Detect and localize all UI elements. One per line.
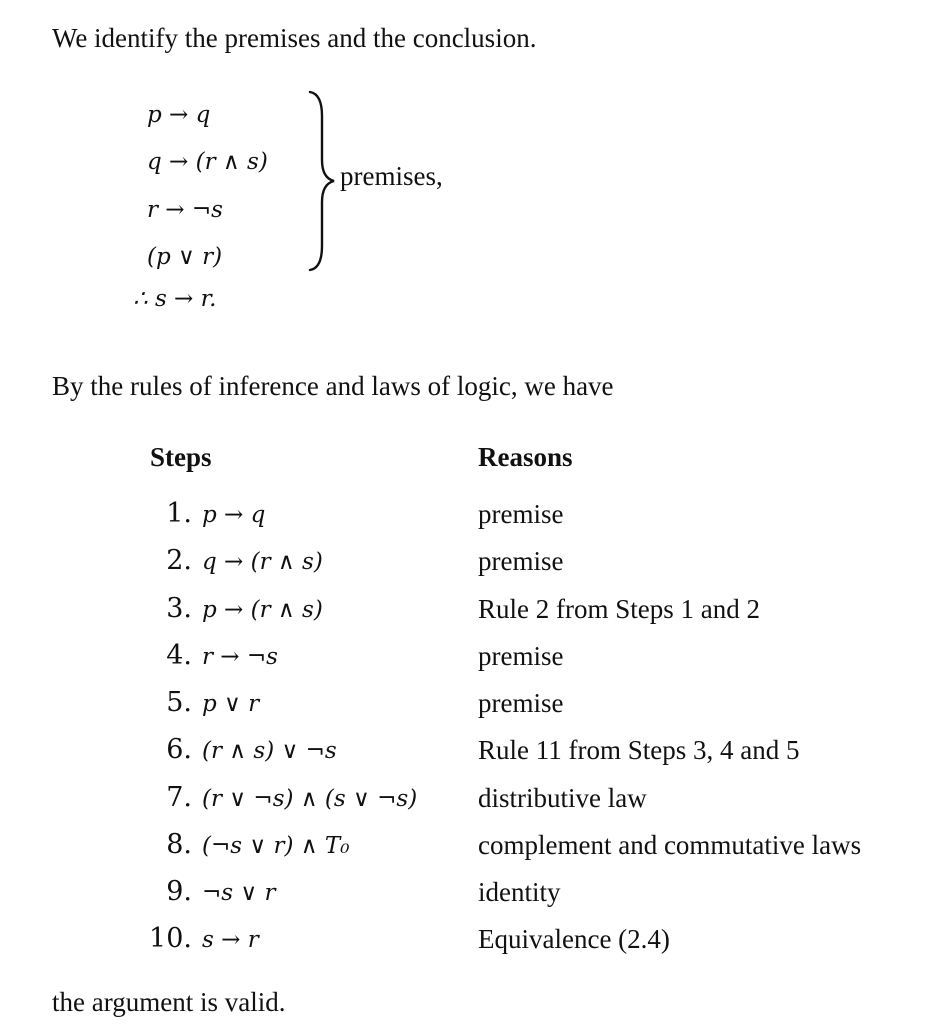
step-number: 9. — [166, 876, 192, 907]
step-reason: premise — [478, 499, 564, 529]
table-row-step — [150, 780, 470, 816]
premise-4: (p ∨ r) — [147, 244, 223, 270]
step-expression: r → ¬s — [202, 644, 278, 670]
step-number: 5. — [166, 687, 192, 718]
table-row-step — [150, 921, 470, 957]
step-reason: identity — [478, 877, 561, 907]
step-reason: premise — [478, 546, 564, 576]
table-row-step — [150, 732, 470, 768]
table-row-step — [150, 874, 470, 910]
step-reason: Rule 2 from Steps 1 and 2 — [478, 594, 760, 624]
premises-label: premises, — [340, 161, 443, 191]
step-reason: distributive law — [478, 783, 647, 813]
step-expression: s → r — [202, 927, 259, 953]
closing-text: the argument is valid. — [52, 987, 286, 1017]
step-expression: q → (r ∧ s) — [202, 549, 323, 575]
step-number: 10. — [149, 923, 192, 954]
table-row-step — [150, 827, 470, 863]
premise-3: r → ¬s — [147, 197, 223, 223]
conclusion: ∴ s → r. — [133, 286, 217, 312]
step-number: 8. — [166, 829, 192, 860]
step-number: 6. — [166, 734, 192, 765]
step-number: 4. — [166, 640, 192, 671]
step-reason: Equivalence (2.4) — [478, 924, 670, 954]
step-expression: p ∨ r — [202, 691, 260, 717]
step-expression: (r ∧ s) ∨ ¬s — [202, 738, 337, 764]
step-reason: premise — [478, 641, 564, 671]
table-row-step — [150, 591, 470, 627]
middle-text: By the rules of inference and laws of logic, we have — [52, 371, 614, 401]
step-expression: ¬s ∨ r — [202, 880, 276, 906]
premise-2: q → (r ∧ s) — [147, 149, 268, 175]
table-row-step — [150, 543, 470, 579]
step-reason: complement and commutative laws — [478, 830, 862, 860]
step-reason: premise — [478, 688, 564, 718]
reasons-header: Reasons — [478, 442, 573, 472]
right-brace-icon — [306, 90, 336, 272]
table-row-step — [150, 496, 470, 532]
step-expression: (r ∨ ¬s) ∧ (s ∨ ¬s) — [202, 786, 418, 812]
intro-text: We identify the premises and the conclusion. — [52, 23, 537, 53]
step-reason: Rule 11 from Steps 3, 4 and 5 — [478, 735, 800, 765]
step-number: 2. — [166, 545, 192, 576]
step-expression: (¬s ∨ r) ∧ T₀ — [202, 833, 350, 859]
premise-1: p → q — [147, 102, 211, 128]
step-expression: p → (r ∧ s) — [202, 597, 323, 623]
table-row-step — [150, 685, 470, 721]
step-number: 1. — [166, 498, 192, 529]
step-number: 7. — [166, 782, 192, 813]
step-expression: p → q — [202, 502, 266, 528]
steps-header: Steps — [150, 442, 212, 472]
step-number: 3. — [166, 593, 192, 624]
table-row-step — [150, 638, 470, 674]
